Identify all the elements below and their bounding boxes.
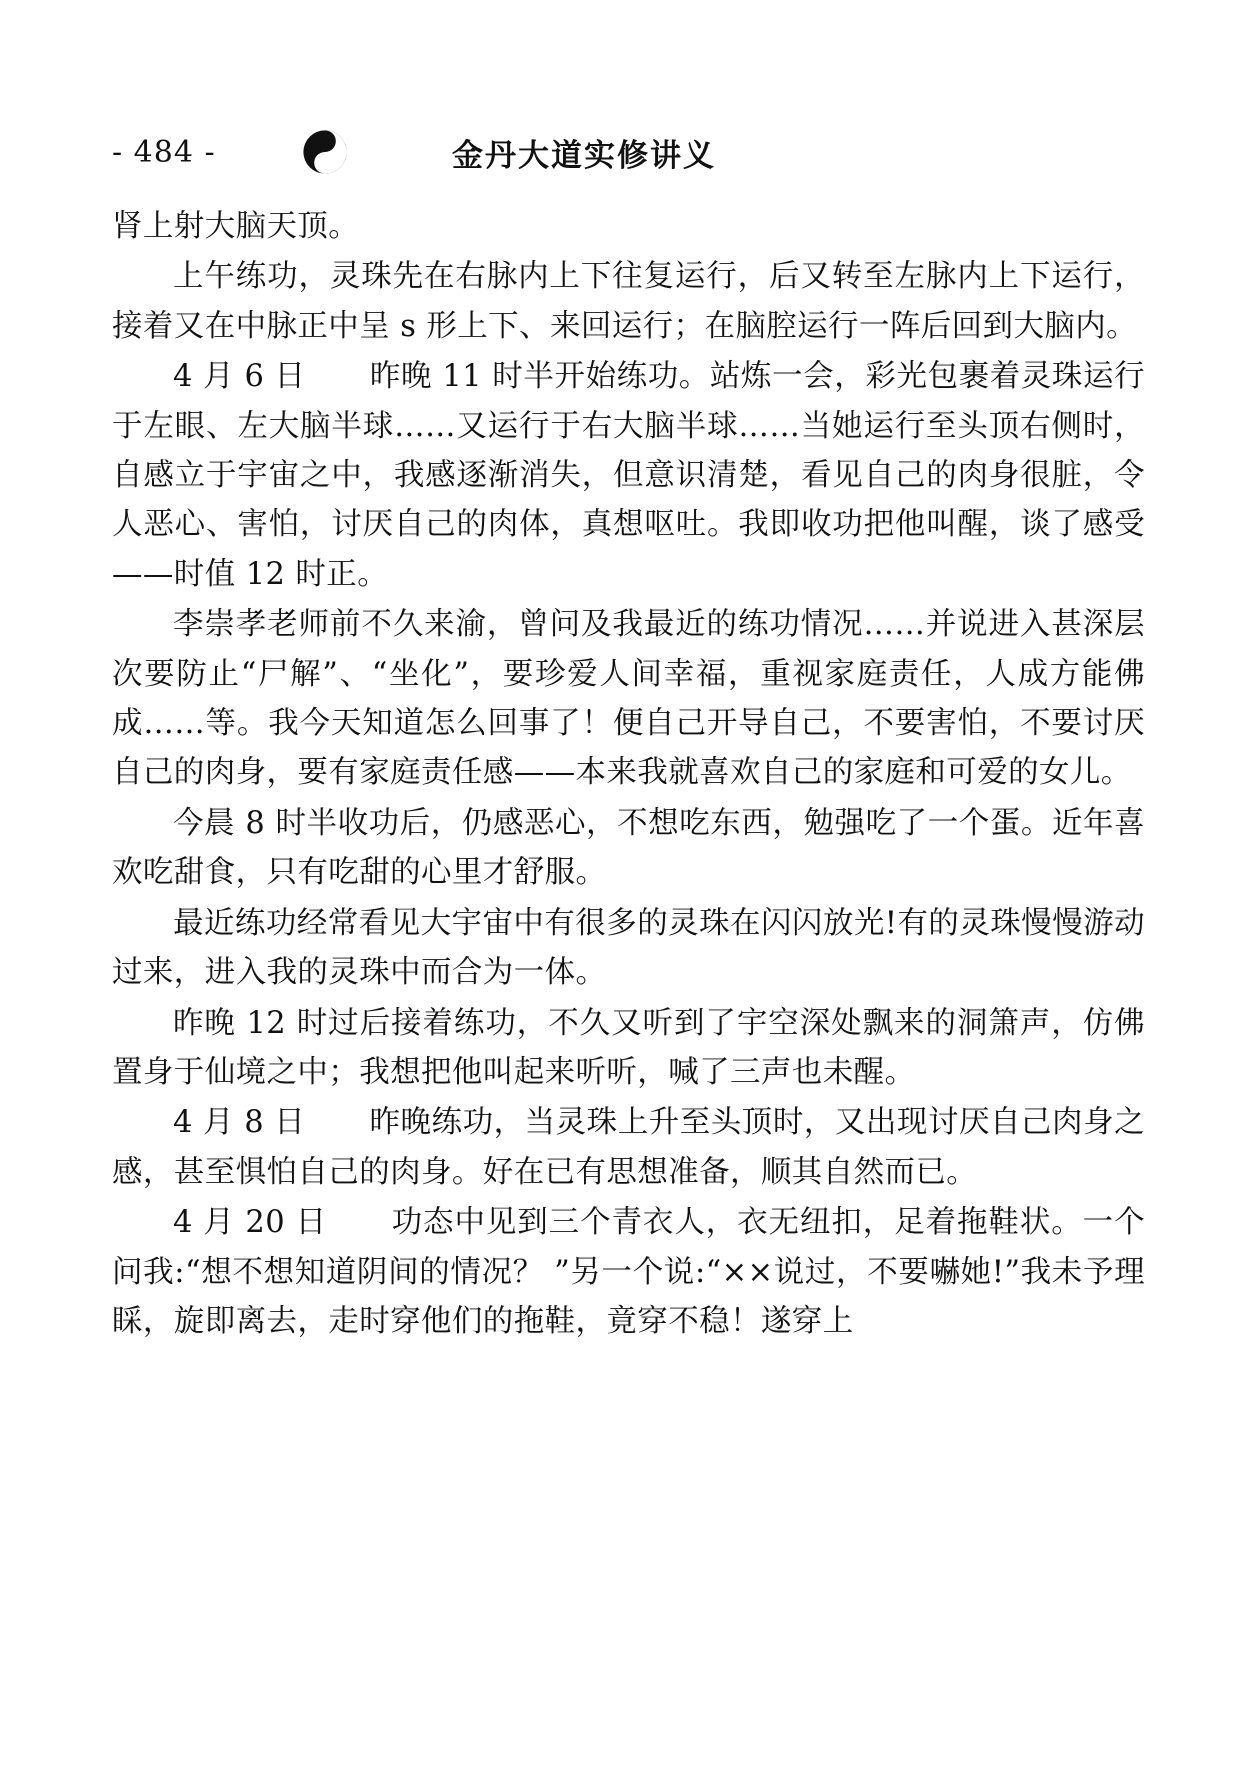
page-number: - 484 -	[112, 134, 216, 170]
entry-text: 功态中见到三个青衣人，衣无纽扣，足着拖鞋状。一个问我:“想不想知道阴间的情况？ ”另一个说:“××说过，不要嚇她!”我未予理睬，旋即离去，走时穿他们的拖鞋，竟穿不稳！遂穿上	[112, 1205, 1145, 1339]
diary-entry	[112, 1098, 1145, 1197]
yin-yang-icon	[302, 129, 348, 175]
entry-date: 4 月 20 日	[173, 1205, 328, 1241]
diary-entry	[112, 352, 1145, 599]
entry-text: 昨晚练功，当灵珠上升至头顶时，又出现讨厌自己肉身之感，甚至惧怕自己的肉身。好在已有思想准备，顺其自然而已。	[112, 1105, 1145, 1190]
paragraph: 今晨 8 时半收功后，仍感恶心，不想吃东西，勉强吃了一个蛋。近年喜欢吃甜食，只有吃甜的心里才舒服。	[112, 805, 1145, 891]
paragraph: 上午练功，灵珠先在右脉内上下往复运行，后又转至左脉内上下运行，接着又在中脉正中呈 s 形上下、来回运行；在脑腔运行一阵后回到大脑内。	[112, 259, 1145, 344]
diary-entry	[112, 1198, 1145, 1346]
paragraph: 李崇孝老师前不久来渝，曾问及我最近的练功情况……并说进入甚深层次要防止“尸解”、“坐化”，要珍爱人间幸福，重视家庭责任，人成方能佛成……等。我今天知道怎么回事了！便自己开导自己，不要害怕，不要讨厌自己的肉身，要有家庭责任感——本来我就喜欢自己的家庭和可爱的女儿。	[112, 607, 1145, 791]
entry-date: 4 月 6 日	[173, 359, 306, 395]
ornament	[302, 129, 452, 175]
paragraph: 昨晚 12 时过后接着练功，不久又听到了宇空深处飘来的洞箫声，仿佛置身于仙境之中；我想把他叫起来听听，喊了三声也未醒。	[112, 1005, 1145, 1090]
paragraph: 最近练功经常看见大宇宙中有很多的灵珠在闪闪放光!有的灵珠慢慢游动过来，进入我的灵珠中而合为一体。	[112, 905, 1145, 991]
entry-text: 昨晚 11 时半开始练功。站炼一会，彩光包裹着灵珠运行于左眼、左大脑半球……又运行于右大脑半球……当她运行至头顶右侧时，自感立于宇宙之中，我感逐渐消失，但意识清楚，看见自己的肉身很脏，令人恶心、害怕，讨厌自己的肉体，真想呕吐。我即收功把他叫醒，谈了感受——时值 12 时正。	[112, 359, 1145, 592]
paragraph: 肾上射大脑天顶。	[112, 209, 360, 244]
entry-date: 4 月 8 日	[173, 1105, 306, 1141]
page-header	[112, 120, 1145, 184]
page-body	[112, 202, 1145, 1346]
book-title: 金丹大道实修讲义	[452, 137, 716, 174]
